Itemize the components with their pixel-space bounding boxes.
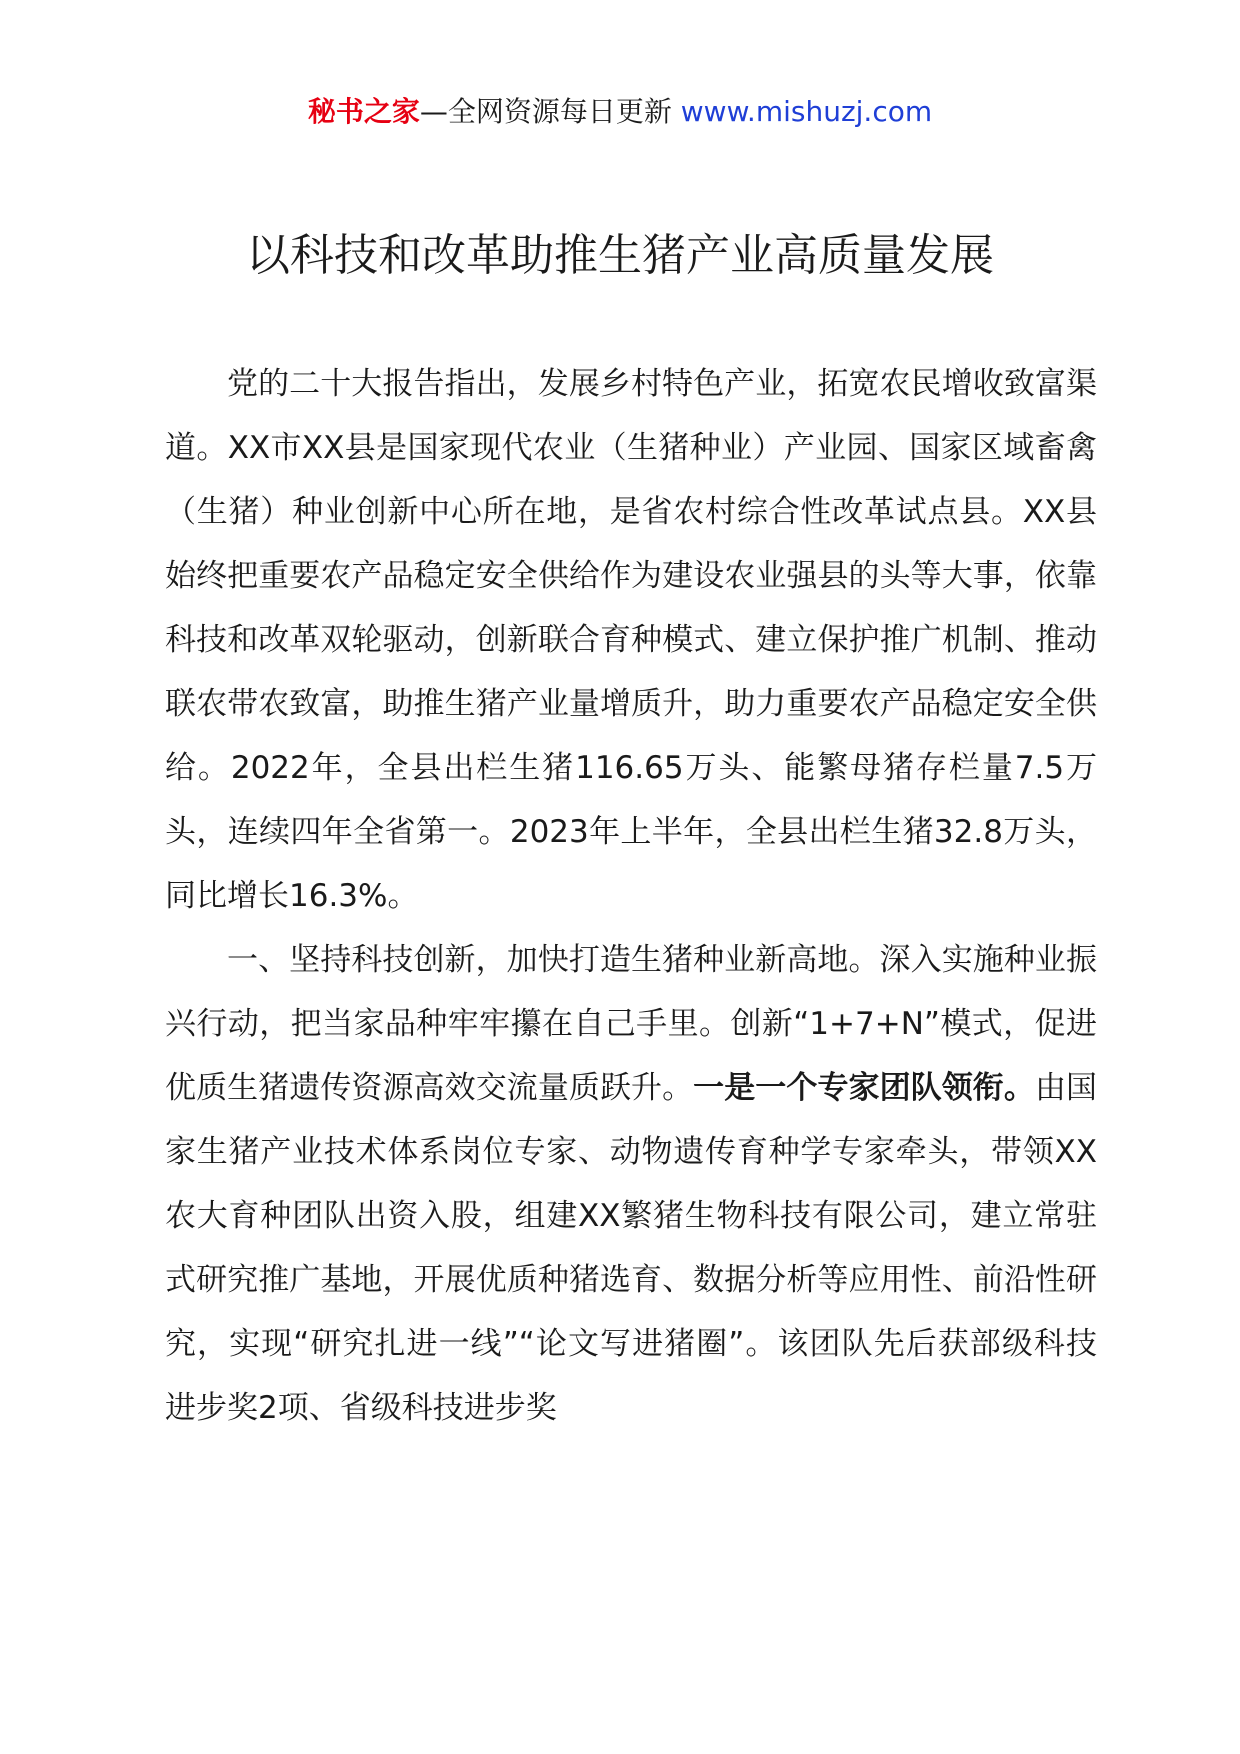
site-brand: 秘书之家	[307, 95, 420, 128]
document-body	[165, 352, 1097, 1440]
paragraph-section-one	[165, 928, 1097, 1440]
section-one-body-text: 由国家生猪产业技术体系岗位专家、动物遗传育种学专家牵头，带领XX农大育种团队出资入股，组建XX繁猪生物科技有限公司，建立常驻式研究推广基地，开展优质种猪选育、数据分析等应用性、前沿性研究，实现“研究扎进一线”“论文写进猪圈”。该团队先后获部级科技进步奖2项、省级科技进步奖	[165, 1070, 1098, 1426]
document-title: 以科技和改革助推生猪产业高质量发展	[246, 230, 994, 281]
site-tagline: —全网资源每日更新	[419, 95, 681, 128]
section-one-intro-text: 一、坚持科技创新，加快打造生猪种业新高地。深入实施种业振兴行动，把当家品种牢牢攥在自己手里。创新“1+7+N”模式，促进优质生猪遗传资源高效交流量质跃升。	[165, 942, 1097, 1106]
site-header	[0, 92, 1240, 132]
site-url-link[interactable]: www.mishuzj.com	[680, 95, 933, 128]
paragraph-intro: 党的二十大报告指出，发展乡村特色产业，拓宽农民增收致富渠道。XX市XX县是国家现代农业（生猪种业）产业园、国家区域畜禽（生猪）种业创新中心所在地，是省农村综合性改革试点县。XX县始终把重要农产品稳定安全供给作为建设农业强县的头等大事，依靠科技和改革双轮驱动，创新联合育种模式、建立保护推广机制、推动联农带农致富，助推生猪产业量增质升，助力重要农产品稳定安全供给。2022年，全县出栏生猪116.65万头、能繁母猪存栏量7.5万头，连续四年全省第一。2023年上半年，全县出栏生猪32.8万头，同比增长16.3%。	[165, 366, 1097, 914]
section-one-bold-heading: 一是一个专家团队领衔。	[693, 1070, 1035, 1106]
